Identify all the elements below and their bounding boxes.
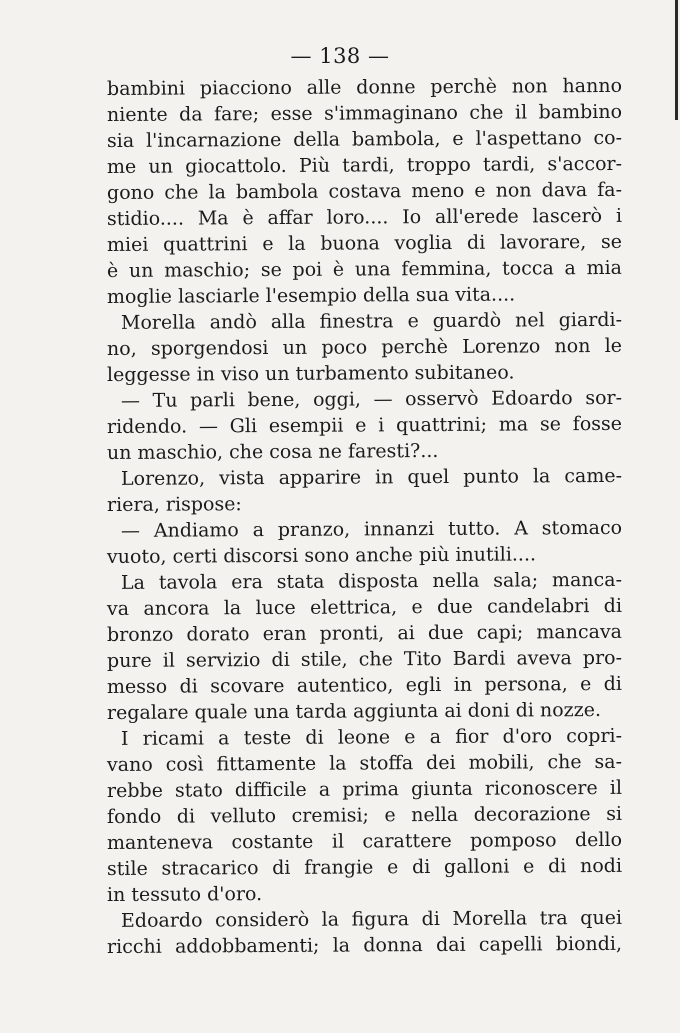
text-line: vuoto, certi discorsi sono anche più inutili....	[106, 543, 537, 568]
text-line: un maschio, che cosa ne faresti?...	[106, 439, 439, 464]
text-line: gono che la bambola costava meno e non dava fa-	[106, 178, 623, 204]
text-line: La tavola era stata disposta nella sala; manca-	[120, 568, 623, 594]
text-line: bronzo dorato eran pronti, ai due capi; mancava	[106, 620, 623, 646]
text-line: stile stracarico di frangie e di galloni e di nodi	[106, 854, 623, 880]
text-line: è un maschio; se poi è una femmina, tocca a mia	[106, 256, 623, 282]
text-line: Lorenzo, vista apparire in quel punto la came-	[120, 464, 623, 490]
text-line: ricchi addobbamenti; la donna dai capelli biondi,	[106, 932, 623, 958]
text-line: pure il servizio di stile, che Tito Bardi aveva pro-	[106, 646, 623, 672]
text-line: rebbe stato difficile a prima giunta riconoscere il	[106, 776, 623, 802]
text-line: manteneva costante il carattere pomposo dello	[106, 828, 623, 854]
text-line: I ricami a teste di leone e a fior d'oro copri-	[120, 724, 623, 750]
text-line: va ancora la luce elettrica, e due candelabri di	[106, 594, 623, 620]
page-number: — 138 —	[290, 44, 390, 68]
text-line: niente da fare; esse s'immaginano che il bambino	[106, 100, 623, 126]
text-line: — Andiamo a pranzo, innanzi tutto. A stomaco	[120, 516, 623, 542]
text-line: no, sporgendosi un poco perchè Lorenzo non le	[106, 334, 623, 360]
text-line: bambini piacciono alle donne perchè non hanno	[106, 74, 623, 100]
text-line: miei quattrini e la buona voglia di lavorare, se	[106, 230, 623, 256]
text-line: leggesse in viso un turbamento subitaneo.	[106, 361, 515, 386]
text-line: vano così fittamente la stoffa dei mobili, che sa-	[106, 750, 623, 776]
text-line: me un giocattolo. Più tardi, troppo tardi, s'accor-	[106, 152, 623, 178]
body-text	[107, 76, 622, 960]
text-line: ridendo. — Gli esempii e i quattrini; ma se fosse	[106, 412, 623, 438]
text-line: fondo di velluto cremisi; e nella decorazione si	[106, 802, 623, 828]
text-line: in tessuto d'oro.	[106, 883, 263, 906]
text-line: — Tu parli bene, oggi, — osservò Edoardo sor-	[120, 386, 623, 412]
text-line: Morella andò alla finestra e guardò nel giardi-	[120, 308, 623, 334]
text-line: Edoardo considerò la figura di Morella tra quei	[120, 906, 623, 932]
text-line: sia l'incarnazione della bambola, e l'aspettano co-	[106, 126, 623, 152]
text-line: regalare quale una tarda aggiunta ai doni di nozze.	[106, 698, 602, 724]
text-line: moglie lasciarle l'esempio della sua vita....	[106, 283, 516, 308]
text-line: riera, rispose:	[106, 493, 242, 516]
text-line: stidio.... Ma è affar loro.... Io all'erede lascerò i	[106, 204, 623, 230]
text-line: messo di scovare autentico, egli in persona, e di	[106, 672, 623, 698]
